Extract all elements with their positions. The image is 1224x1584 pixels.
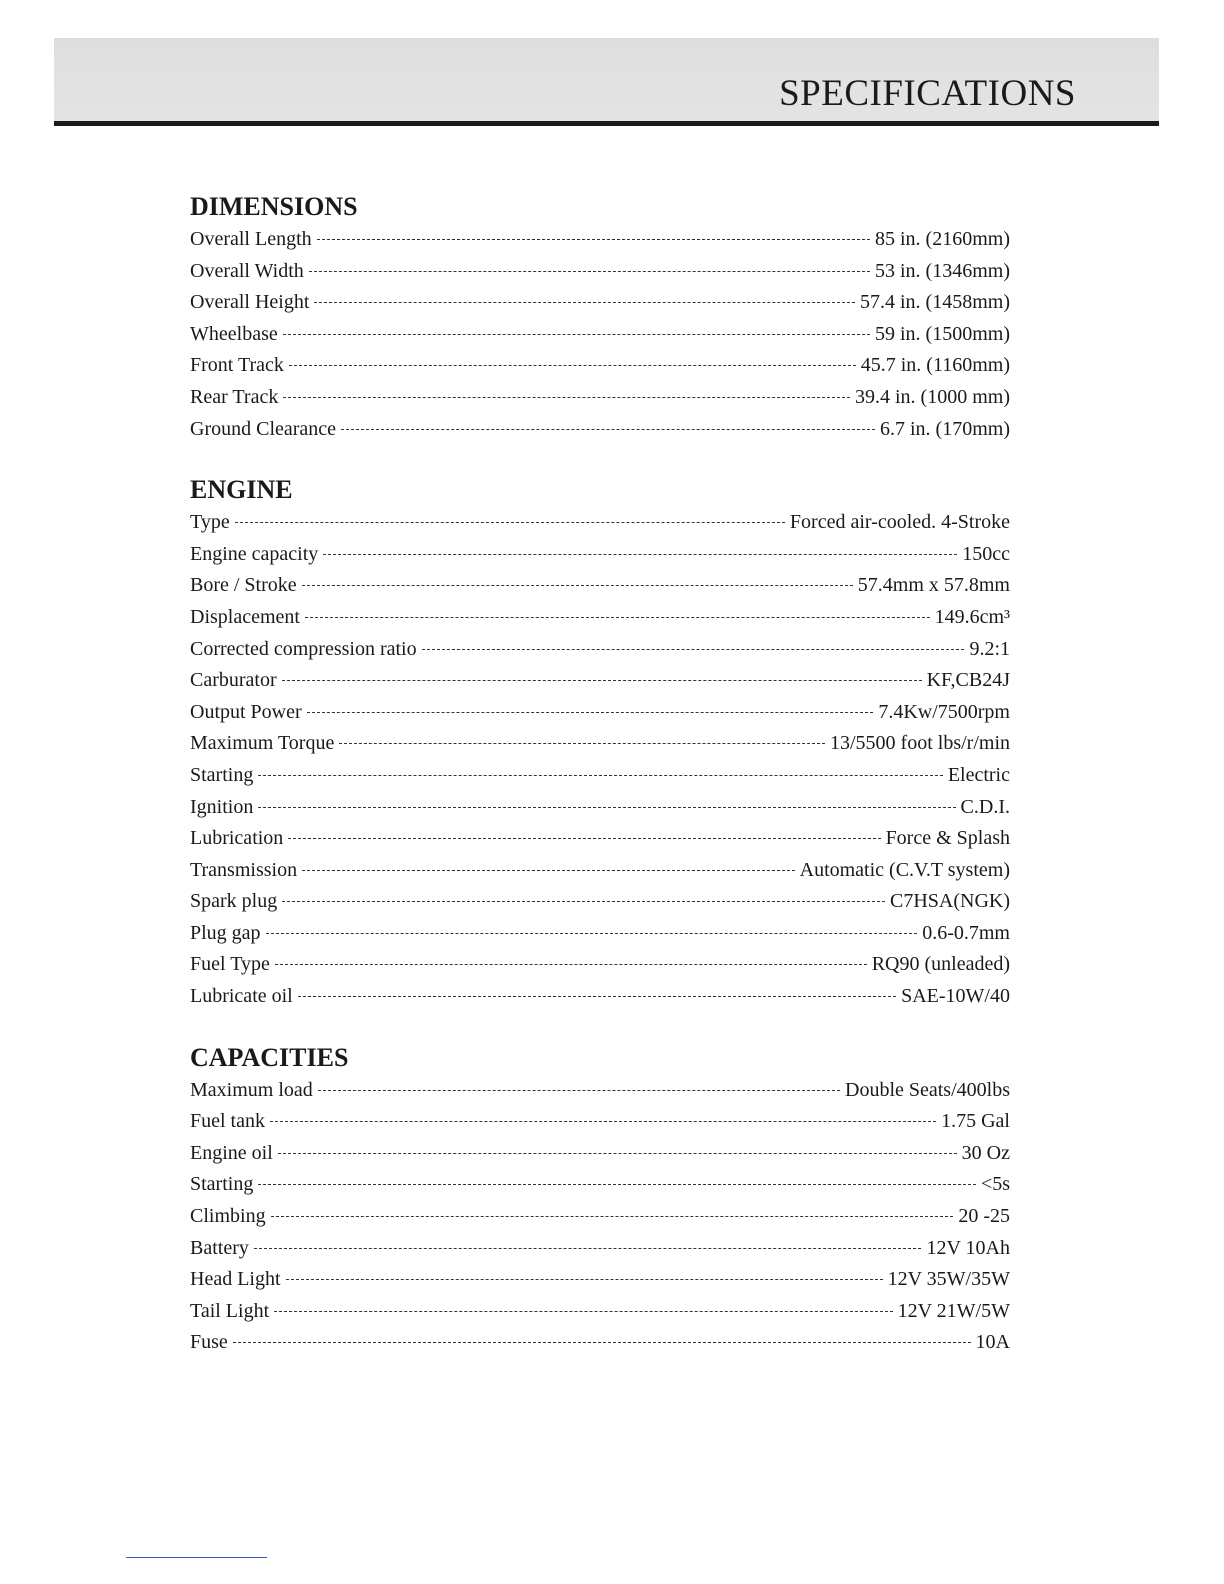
dot-leader [298, 995, 896, 997]
spec-value: C.D.I. [960, 795, 1010, 818]
spec-value: 149.6cm³ [934, 605, 1010, 628]
spec-value: 6.7 in. (170mm) [880, 417, 1010, 440]
spec-label: Overall Height [190, 291, 310, 314]
spec-label: Type [190, 511, 230, 534]
spec-label: Corrected compression ratio [190, 637, 417, 660]
dot-leader [302, 584, 853, 586]
spec-row [190, 886, 1010, 918]
spec-row [190, 981, 1010, 1013]
spec-row [190, 1169, 1010, 1201]
spec-row [190, 728, 1010, 760]
spec-row [190, 1075, 1010, 1107]
spec-label: Rear Track [190, 385, 279, 408]
spec-value: 53 in. (1346mm) [875, 259, 1010, 282]
spec-label: Starting [190, 763, 254, 786]
spec-label: Ignition [190, 795, 254, 818]
spec-list [190, 507, 1010, 1013]
spec-value: RQ90 (unleaded) [871, 953, 1010, 976]
spec-value: 7.4Kw/7500rpm [878, 700, 1010, 723]
spec-row [190, 1201, 1010, 1233]
spec-value: 20 -25 [958, 1205, 1010, 1228]
spec-value: <5s [980, 1173, 1010, 1196]
spec-row [190, 792, 1010, 824]
spec-value: SAE-10W/40 [901, 985, 1010, 1008]
spec-label: Starting [190, 1173, 254, 1196]
dot-leader [289, 364, 856, 366]
spec-row [190, 507, 1010, 539]
spec-row [190, 602, 1010, 634]
dot-leader [258, 806, 955, 808]
dot-leader [309, 270, 870, 272]
spec-value: 12V 21W/5W [897, 1299, 1010, 1322]
dot-leader [305, 616, 930, 618]
spec-row [190, 665, 1010, 697]
dot-leader [270, 1120, 936, 1122]
dot-leader [314, 301, 855, 303]
spec-label: Engine capacity [190, 542, 319, 565]
spec-row [190, 224, 1010, 256]
spec-label: Plug gap [190, 921, 261, 944]
dot-leader [282, 900, 885, 902]
spec-row [190, 382, 1010, 414]
spec-value: Force & Splash [885, 827, 1010, 850]
spec-value: 39.4 in. (1000 mm) [855, 385, 1010, 408]
dot-leader [278, 1152, 957, 1154]
spec-label: Overall Length [190, 228, 312, 250]
dot-leader [283, 333, 870, 335]
spec-list [190, 224, 1010, 445]
spec-list [190, 1075, 1010, 1359]
spec-row [190, 1106, 1010, 1138]
dot-leader [422, 648, 965, 650]
spec-row [190, 855, 1010, 887]
spec-label: Wheelbase [190, 322, 278, 345]
spec-label: Lubrication [190, 827, 284, 850]
spec-label: Spark plug [190, 890, 278, 913]
spec-value: 9.2:1 [969, 637, 1010, 660]
spec-row [190, 634, 1010, 666]
spec-value: 45.7 in. (1160mm) [860, 354, 1010, 377]
spec-row [190, 1138, 1010, 1170]
spec-label: Ground Clearance [190, 417, 337, 440]
dot-leader [307, 711, 874, 713]
spec-label: Output Power [190, 700, 302, 723]
spec-value: 57.4 in. (1458mm) [860, 291, 1010, 314]
dot-leader [235, 521, 785, 523]
spec-label: Maximum Torque [190, 732, 335, 755]
spec-label: Fuel tank [190, 1110, 265, 1133]
dot-leader [258, 1183, 976, 1185]
section-title: DIMENSIONS [190, 192, 358, 221]
spec-value: 12V 10Ah [926, 1236, 1010, 1259]
spec-row [190, 760, 1010, 792]
spec-label: Tail Light [190, 1299, 270, 1322]
spec-row [190, 287, 1010, 319]
spec-label: Fuse [190, 1331, 228, 1354]
spec-label: Transmission [190, 858, 298, 881]
spec-value: 12V 35W/35W [887, 1268, 1010, 1291]
spec-value: C7HSA(NGK) [890, 890, 1010, 913]
spec-label: Battery [190, 1236, 249, 1259]
dot-leader [286, 1278, 883, 1280]
spec-label: Displacement [190, 605, 300, 628]
spec-row [190, 697, 1010, 729]
spec-value: 30 Oz [961, 1141, 1010, 1164]
section-title: ENGINE [190, 475, 293, 505]
dot-leader [302, 869, 795, 871]
spec-row [190, 823, 1010, 855]
spec-row [190, 539, 1010, 571]
spec-value: 59 in. (1500mm) [875, 322, 1010, 345]
page-title: SPECIFICATIONS [779, 73, 1076, 114]
dot-leader [258, 774, 942, 776]
footer-rule [126, 1557, 267, 1558]
spec-label: Overall Width [190, 259, 304, 282]
section-engine [190, 473, 1010, 1013]
spec-row [190, 414, 1010, 446]
spec-value: 150cc [962, 542, 1010, 565]
section-capacities [190, 1041, 1010, 1359]
spec-row [190, 350, 1010, 382]
spec-value: 1.75 Gal [941, 1110, 1010, 1133]
spec-content [190, 190, 1010, 1387]
dot-leader [233, 1341, 971, 1343]
spec-label: Front Track [190, 354, 284, 377]
spec-value: 57.4mm x 57.8mm [857, 574, 1010, 597]
dot-leader [339, 742, 825, 744]
spec-row [190, 1233, 1010, 1265]
spec-value: 0.6-0.7mm [922, 921, 1010, 944]
dot-leader [254, 1247, 922, 1249]
header-rule [54, 121, 1159, 126]
dot-leader [288, 837, 880, 839]
spec-label: Carburator [190, 669, 277, 692]
dot-leader [271, 1215, 954, 1217]
dot-leader [266, 932, 918, 934]
spec-label: Maximum load [190, 1078, 313, 1101]
spec-row [190, 949, 1010, 981]
spec-value: 85 in. (2160mm) [875, 228, 1010, 250]
spec-row [190, 1296, 1010, 1328]
spec-row [190, 1327, 1010, 1359]
spec-row [190, 256, 1010, 288]
dot-leader [283, 396, 850, 398]
dot-leader [341, 428, 875, 430]
dot-leader [323, 553, 957, 555]
dot-leader [275, 963, 867, 965]
spec-row [190, 319, 1010, 351]
section-dimensions [190, 190, 1010, 445]
spec-label: Lubricate oil [190, 985, 293, 1008]
spec-value: 13/5500 foot lbs/r/min [830, 732, 1010, 755]
spec-label: Engine oil [190, 1141, 273, 1164]
dot-leader [274, 1310, 892, 1312]
spec-value: Automatic (C.V.T system) [799, 858, 1010, 881]
spec-value: Forced air-cooled. 4-Stroke [789, 511, 1010, 534]
section-title: CAPACITIES [190, 1042, 349, 1072]
spec-row [190, 570, 1010, 602]
dot-leader [317, 238, 870, 240]
dot-leader [318, 1089, 840, 1091]
spec-value: 10A [975, 1331, 1010, 1354]
spec-row [190, 918, 1010, 950]
spec-label: Climbing [190, 1205, 266, 1228]
spec-label: Head Light [190, 1268, 281, 1291]
spec-label: Fuel Type [190, 953, 270, 976]
spec-value: Electric [947, 763, 1010, 786]
spec-row [190, 1264, 1010, 1296]
spec-value: Double Seats/400lbs [845, 1078, 1010, 1101]
dot-leader [282, 679, 922, 681]
spec-label: Bore / Stroke [190, 574, 297, 597]
spec-value: KF,CB24J [926, 669, 1010, 692]
